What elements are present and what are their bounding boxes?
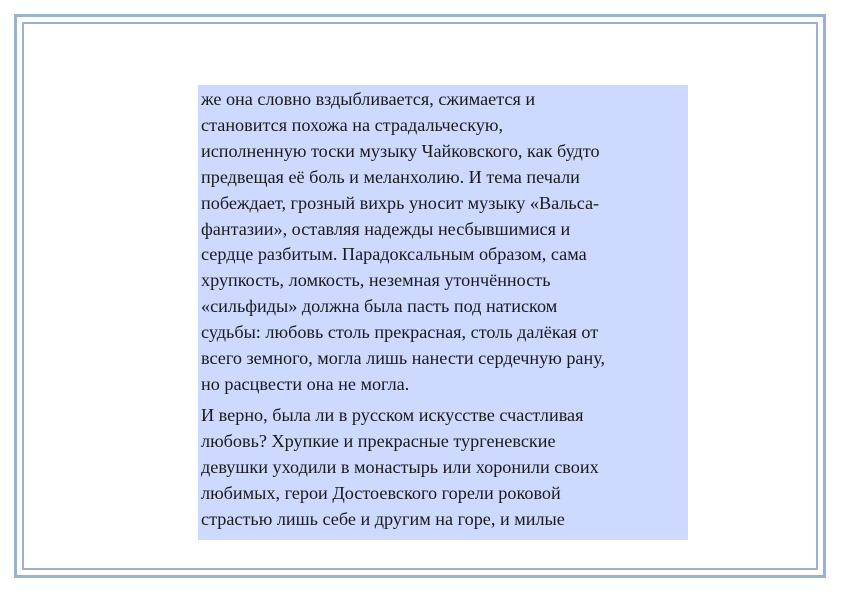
paragraph-1: же она словно вздыбливается, сжимается и становится похожа на страдальческую, исполненную тоски музыку Чайковского, как будто предвещая её боль и меланхолию. И тема печали побеждает, грозный вихрь уносит музыку «Вальса- фантазии», оставляя надежды несбывшимися и сердце разбитым. Парадоксальным образом, сама хрупкость, ломкость, неземная утончённость «сильфиды» должна была пасть под натиском судьбы: любовь столь прекрасная, столь далёкая от всего земного, могла лишь нанести сердечную рану, но расцвести она не могла. [201, 89, 606, 394]
paragraph-2: И верно, была ли в русском искусстве счастливая любовь? Хрупкие и прекрасные тургеневские девушки уходили в монастырь или хоронили своих любимых, герои Достоевского горели роковой страстью лишь себе и другим на горе, и милые [201, 404, 599, 529]
text-box [198, 85, 688, 540]
